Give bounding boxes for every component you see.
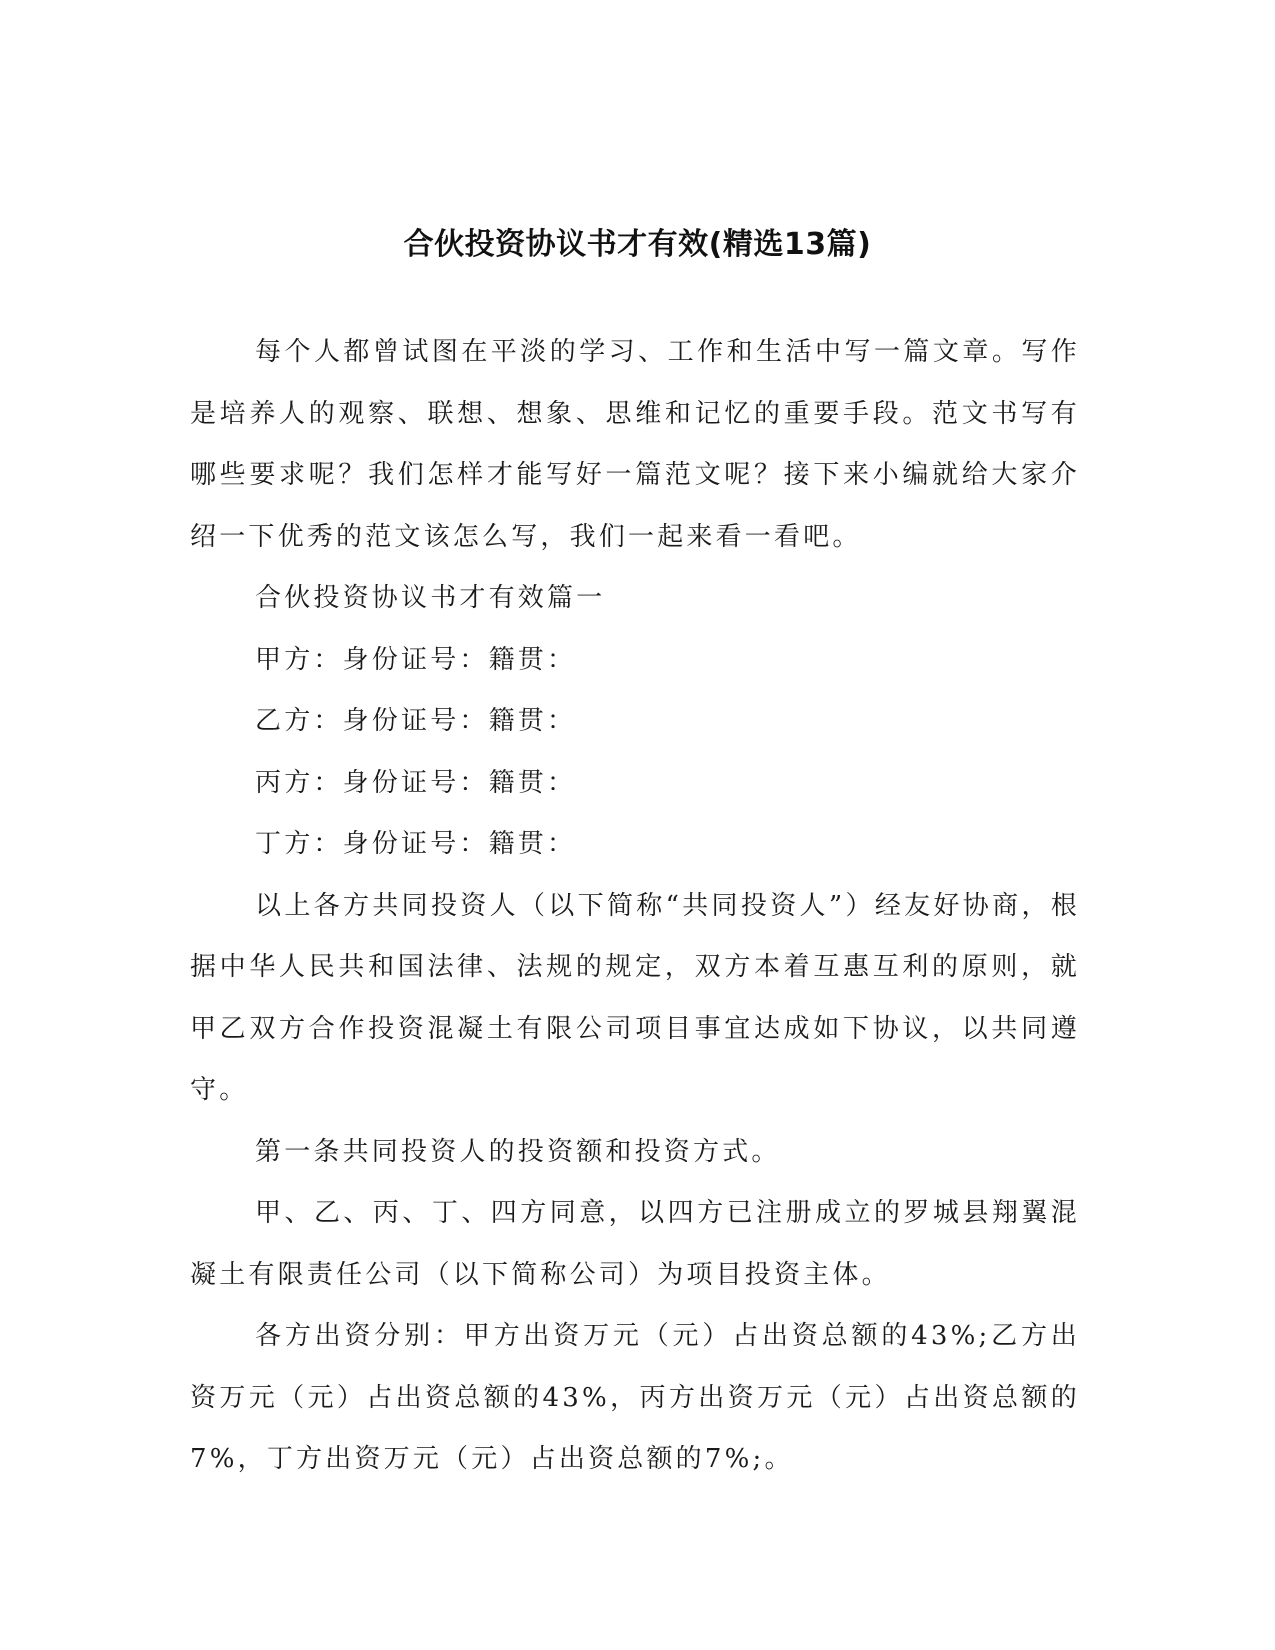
party-b-line: 乙方：身份证号：籍贯： bbox=[255, 706, 577, 736]
party-d-line: 丁方：身份证号：籍贯： bbox=[255, 829, 577, 859]
intro-paragraph: 每个人都曾试图在平淡的学习、工作和生活中写一篇文章。写作是培养人的观察、联想、想象、思维和记忆的重要手段。范文书写有哪些要求呢？我们怎样才能写好一篇范文呢？接下来小编就给大家介绍一下优秀的范文该怎么写，我们一起来看一看吧。 bbox=[190, 337, 1080, 552]
section-heading: 合伙投资协议书才有效篇一 bbox=[255, 583, 606, 613]
article-one-heading: 第一条共同投资人的投资额和投资方式。 bbox=[255, 1136, 781, 1167]
party-c-line: 丙方：身份证号：籍贯： bbox=[255, 767, 577, 798]
investment-entity-paragraph: 甲、乙、丙、丁、四方同意，以四方已注册成立的罗城县翔翼混凝土有限责任公司（以下简称公司）为项目投资主体。 bbox=[190, 1198, 1080, 1290]
document-body bbox=[190, 322, 1080, 1491]
contribution-paragraph: 各方出资分别：甲方出资万元（元）占出资总额的43%;乙方出资万元（元）占出资总额的43%，丙方出资万元（元）占出资总额的7%，丁方出资万元（元）占出资总额的7%;。 bbox=[190, 1321, 1080, 1474]
document-title: 合伙投资协议书才有效(精选13篇) bbox=[403, 227, 872, 263]
party-a-line: 甲方：身份证号：籍贯： bbox=[255, 644, 577, 675]
preamble-paragraph: 以上各方共同投资人（以下简称“共同投资人”）经友好协商，根据中华人民共和国法律、法规的规定，双方本着互惠互利的原则，就甲乙双方合作投资混凝土有限公司项目事宜达成如下协议，以共同遵守。 bbox=[190, 890, 1080, 1105]
